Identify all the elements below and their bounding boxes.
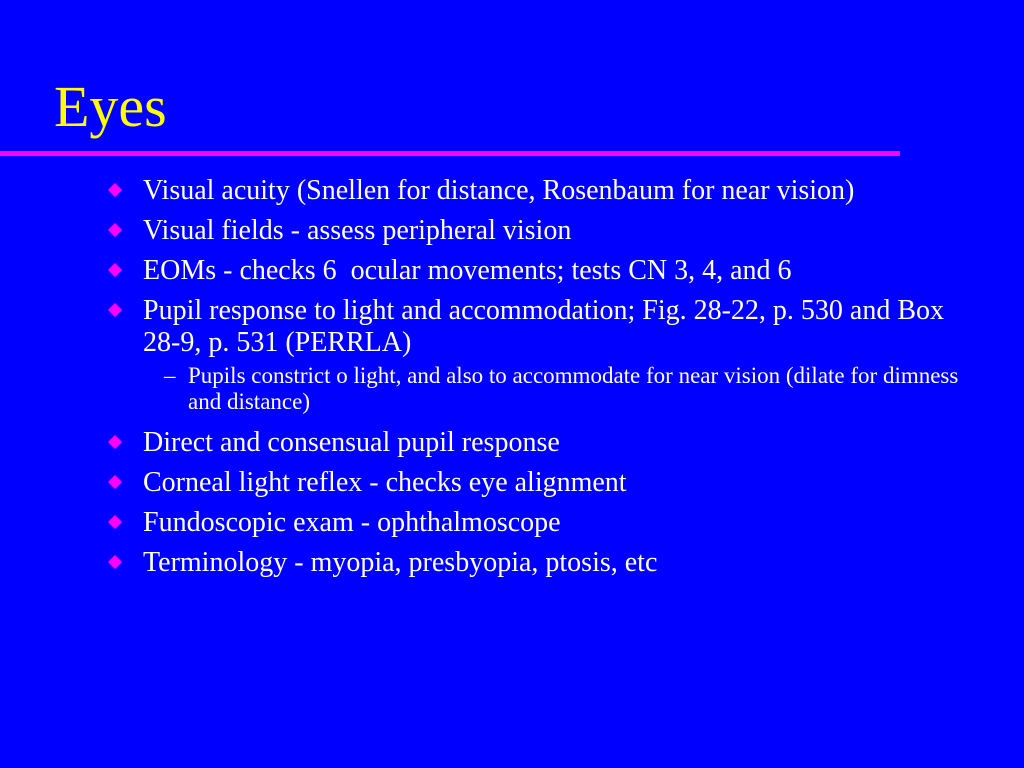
bullet-text: Terminology - myopia, presbyopia, ptosis, etc xyxy=(143,547,658,578)
bullet-item xyxy=(108,215,968,247)
sub-bullet-text: Pupils constrict o light, and also to accommodate for near vision (dilate for dimness and distance) xyxy=(188,363,959,414)
bullet-text: EOMs - checks 6 ocular movements; tests CN 3, 4, and 6 xyxy=(143,255,792,286)
diamond-bullet-icon xyxy=(108,183,122,197)
bullet-text: Visual fields - assess peripheral vision xyxy=(143,215,572,246)
bullet-item xyxy=(108,507,968,539)
diamond-bullet-icon xyxy=(108,515,122,529)
bullet-item xyxy=(108,295,968,359)
bullet-item xyxy=(108,467,968,499)
diamond-bullet-icon xyxy=(108,435,122,449)
bullet-item xyxy=(108,255,968,287)
bullet-text: Visual acuity (Snellen for distance, Rosenbaum for near vision) xyxy=(143,175,855,206)
dash-marker: – xyxy=(164,363,176,388)
diamond-bullet-icon xyxy=(108,555,122,569)
diamond-bullet-icon xyxy=(108,263,122,277)
title-underline xyxy=(0,151,900,156)
bullet-text: Fundoscopic exam - ophthalmoscope xyxy=(143,507,561,538)
bullet-text: Corneal light reflex - checks eye alignment xyxy=(143,467,627,498)
bullet-text: Direct and consensual pupil response xyxy=(143,427,560,458)
bullet-item xyxy=(108,547,968,579)
sub-bullet-item xyxy=(108,363,968,415)
bullet-item xyxy=(108,427,968,459)
slide-title: Eyes xyxy=(54,74,167,139)
diamond-bullet-icon xyxy=(108,303,122,317)
diamond-bullet-icon xyxy=(108,223,122,237)
bullet-list xyxy=(108,175,968,587)
bullet-text: Pupil response to light and accommodation; Fig. 28-22, p. 530 and Box 28-9, p. 531 (PERRLA) xyxy=(143,295,945,358)
diamond-bullet-icon xyxy=(108,475,122,489)
bullet-item xyxy=(108,175,968,207)
